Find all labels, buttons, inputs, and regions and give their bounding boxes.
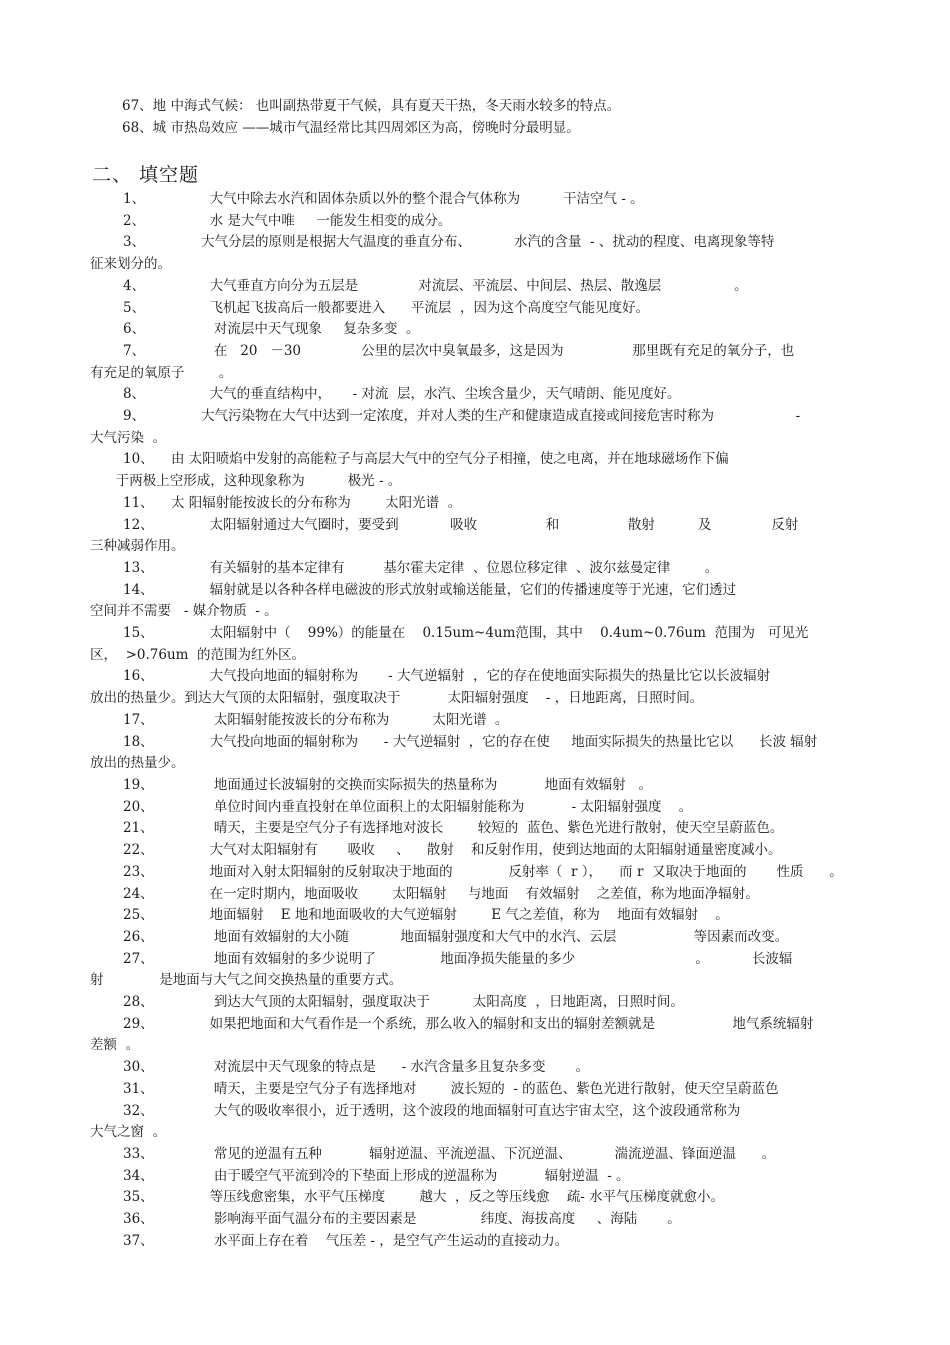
- item-number: 16、: [123, 668, 154, 685]
- item-continuation: 空间并不需要 - 媒介物质 - 。: [90, 603, 278, 620]
- intro-line-67: 67、地 中海式气候： 也叫副热带夏干气候，具有夏天干热，冬天雨水较多的特点。: [122, 98, 621, 114]
- list-item: [90, 449, 865, 492]
- item-text: 太 阳辐射能按波长的分布称为 太阳光谱 。: [171, 494, 462, 511]
- item-text: 地面有效辐射的多少说明了 地面净损失能量的多少 。 长波辐: [171, 950, 793, 967]
- item-number: 1、: [123, 191, 146, 207]
- list-item: [90, 211, 865, 233]
- intro-block: [122, 95, 620, 139]
- list-item: [90, 1209, 865, 1231]
- item-text: 太阳辐射能按波长的分布称为 太阳光谱 。: [171, 711, 509, 728]
- item-text: 在一定时期内，地面吸收 太阳辐射 与地面 有效辐射 之差值，称为地面净辐射。: [171, 885, 759, 902]
- item-text: 大气对太阳辐射有 吸收 、 散射 和反射作用，使到达地面的太阳辐射通量密度减小。: [171, 842, 782, 859]
- item-number: 28、: [123, 994, 154, 1011]
- list-item: [90, 1101, 865, 1144]
- list-item: [90, 1057, 865, 1079]
- list-item: [90, 580, 865, 623]
- item-text: 常见的逆温有五种 辐射逆温、平流逆温、下沉逆温、 湍流逆温、锋面逆温 。: [171, 1145, 776, 1162]
- item-text: 太阳辐射通过大气圈时，要受到 吸收 和 散射 及 反射: [171, 516, 799, 533]
- list-item: [90, 384, 865, 406]
- item-number: 9、: [123, 408, 146, 425]
- item-number: 20、: [123, 798, 154, 815]
- item-text: 水 是大气中唯 一能发生相变的成分。: [171, 212, 452, 229]
- item-number: 15、: [123, 625, 154, 642]
- list-item: [90, 319, 865, 341]
- list-item: [90, 862, 865, 884]
- list-item: [90, 276, 865, 298]
- list-item: [90, 623, 865, 666]
- item-continuation: 三种减弱作用。: [90, 538, 185, 555]
- item-continuation: 大气污染 。: [90, 429, 167, 446]
- item-text: 大气污染物在大气中达到一定浓度，并对人类的生产和健康造成直接或间接危害时称为 -: [171, 408, 801, 425]
- list-item: [90, 927, 865, 949]
- item-continuation: 差额 。: [90, 1037, 140, 1054]
- item-number: 5、: [123, 299, 146, 316]
- item-number: 26、: [123, 928, 154, 945]
- item-number: 21、: [123, 820, 154, 837]
- item-number: 23、: [123, 863, 154, 880]
- list-item: [90, 1144, 865, 1166]
- item-text: 到达大气顶的太阳辐射，强度取决于 太阳高度 ，日地距离，日照时间。: [171, 994, 684, 1011]
- item-text: 太阳辐射中（ 99%）的能量在 0.15um~4um范围，其中 0.4um~0.76um 范围为 可见光: [171, 625, 809, 642]
- item-number: 12、: [123, 516, 154, 533]
- item-text: 大气投向地面的辐射称为 - 大气逆辐射 ，它的存在使地面实际损失的热量比它以长波辐射: [171, 668, 771, 685]
- item-number: 33、: [123, 1145, 154, 1162]
- item-text: 大气投向地面的辐射称为 - 大气逆辐射 ，它的存在使 地面实际损失的热量比它以 长波 辐射: [171, 733, 818, 750]
- list-item: [90, 493, 865, 515]
- list-item: [90, 1014, 865, 1057]
- item-number: 22、: [123, 842, 154, 859]
- item-continuation: 射 是地面与大气之间交换热量的重要方式。: [90, 972, 403, 989]
- item-number: 34、: [123, 1167, 154, 1184]
- item-text: 由 太阳喷焰中发射的高能粒子与高层大气中的空气分子相撞，使之电离，并在地球磁场作下偏: [171, 451, 729, 468]
- item-text: 影响海平面气温分布的主要因素是 纬度、海拔高度 、海陆 。: [171, 1211, 681, 1228]
- list-item: [90, 298, 865, 320]
- item-text: 地面辐射 E 地和地面吸收的大气逆辐射 E 气之差值，称为 地面有效辐射 。: [171, 907, 729, 924]
- item-continuation: 大气之窗 。: [90, 1124, 167, 1141]
- item-number: 30、: [123, 1059, 154, 1076]
- list-item: [90, 992, 865, 1014]
- item-number: 31、: [123, 1080, 154, 1097]
- item-text: 对流层中天气现象 复杂多变 。: [171, 321, 420, 338]
- intro-line-68: 68、城 市热岛效应 ——城市气温经常比其四周郊区为高，傍晚时分最明显。: [122, 120, 580, 136]
- item-text: 单位时间内垂直投射在单位面积上的太阳辐射能称为 - 太阳辐射强度 。: [171, 798, 693, 815]
- item-number: 24、: [123, 885, 154, 902]
- item-text: 地面有效辐射的大小随 地面辐射强度和大气中的水汽、云层 等因素而改变。: [171, 928, 789, 945]
- item-number: 32、: [123, 1102, 154, 1119]
- item-number: 27、: [123, 950, 154, 967]
- list-item: [90, 818, 865, 840]
- list-item: [90, 189, 865, 211]
- item-text: 对流层中天气现象的特点是 - 水汽含量多且复杂多变 。: [171, 1059, 590, 1076]
- list-item: [90, 1231, 865, 1253]
- list-item: [90, 949, 865, 992]
- item-number: 19、: [123, 776, 154, 793]
- item-number: 13、: [123, 559, 154, 576]
- item-continuation: 于两极上空形成，这种现象称为 极光 - 。: [90, 473, 402, 490]
- item-text: 辐射就是以各种各样电磁波的形式放射或输送能量，它们的传播速度等于光速，它们透过: [171, 581, 737, 598]
- item-number: 14、: [123, 581, 154, 598]
- item-text: 地面对入射太阳辐射的反射取决于地面的 反射率（ r ）， 而 r 又取决于地面的 性质 。: [171, 863, 843, 880]
- item-text: 地面通过长波辐射的交换而实际损失的热量称为 地面有效辐射 。: [171, 776, 652, 793]
- section-title: 二、 填空题: [92, 164, 200, 186]
- list-item: [90, 406, 865, 449]
- item-text: 大气的吸收率很小，近于透明，这个波段的地面辐射可直达宇宙太空，这个波段通常称为: [171, 1102, 741, 1119]
- item-number: 35、: [123, 1189, 154, 1206]
- item-continuation: 有充足的氧原子 。: [90, 364, 233, 381]
- list-item: [90, 905, 865, 927]
- item-continuation: 征来划分的。: [90, 256, 171, 273]
- item-number: 3、: [123, 234, 146, 251]
- item-number: 4、: [123, 277, 146, 294]
- list-item: [90, 1166, 865, 1188]
- item-text: 由于暖空气平流到冷的下垫面上形成的逆温称为 辐射逆温 - 。: [171, 1167, 630, 1184]
- item-number: 11、: [123, 494, 154, 511]
- item-continuation: 区， >0.76um 的范围为红外区。: [90, 646, 306, 663]
- item-text: 在 20 －30 公里的层次中臭氧最多，这是因为 那里既有充足的氧分子，也: [171, 342, 795, 359]
- list-item: [90, 775, 865, 797]
- item-text: 等压线愈密集，水平气压梯度 越大 ，反之等压线愈 疏- 水平气压梯度就愈小。: [171, 1189, 725, 1206]
- item-text: 大气垂直方向分为五层是 对流层、平流层、中间层、热层、散逸层 。: [171, 277, 748, 294]
- item-text: 有关辐射的基本定律有 基尔霍夫定律 、位恩位移定律 、波尔兹曼定律 。: [171, 559, 719, 576]
- fill-in-list: [90, 189, 865, 1252]
- list-item: [90, 341, 865, 384]
- list-item: [90, 732, 865, 775]
- item-number: 10、: [123, 451, 154, 468]
- item-continuation: 放出的热量少。: [90, 755, 185, 772]
- list-item: [90, 840, 865, 862]
- list-item: [90, 1079, 865, 1101]
- item-text: 晴天，主要是空气分子有选择地对波长 较短的 蓝色、紫色光进行散射，使天空呈蔚蓝色。: [171, 820, 784, 837]
- item-number: 8、: [123, 386, 146, 403]
- list-item: [90, 232, 865, 275]
- item-text: 飞机起飞拔高后一般都要进入 平流层 ，因为这个高度空气能见度好。: [171, 299, 649, 316]
- list-item: [90, 515, 865, 558]
- item-text: 大气分层的原则是根据大气温度的垂直分布、 水汽的含量 - 、扰动的程度、电离现象等特: [171, 234, 775, 251]
- list-item: [90, 797, 865, 819]
- list-item: [90, 666, 865, 709]
- item-number: 18、: [123, 733, 154, 750]
- item-number: 2、: [123, 212, 146, 229]
- list-item: [90, 558, 865, 580]
- item-number: 37、: [123, 1232, 154, 1249]
- item-text: 大气中除去水汽和固体杂质以外的整个混合气体称为 干洁空气 - 。: [171, 191, 644, 207]
- item-text: 水平面上存在着 气压差 - ，是空气产生运动的直接动力。: [171, 1232, 569, 1249]
- item-number: 7、: [123, 342, 146, 359]
- item-number: 17、: [123, 711, 154, 728]
- list-item: [90, 884, 865, 906]
- item-text: 大气的垂直结构中， - 对流 层，水汽、尘埃含量少，天气晴朗、能见度好。: [171, 386, 681, 403]
- item-number: 36、: [123, 1211, 154, 1228]
- item-number: 25、: [123, 907, 154, 924]
- list-item: [90, 710, 865, 732]
- item-number: 29、: [123, 1015, 154, 1032]
- list-item: [90, 1187, 865, 1209]
- item-number: 6、: [123, 321, 146, 338]
- item-text: 如果把地面和大气看作是一个系统，那么收入的辐射和支出的辐射差额就是 地气系统辐射: [171, 1015, 814, 1032]
- item-continuation: 放出的热量少。到达大气顶的太阳辐射，强度取决于 太阳辐射强度 - ，日地距离，日照时间。: [90, 690, 704, 707]
- item-text: 晴天，主要是空气分子有选择地对 波长短的 - 的蓝色、紫色光进行散射，使天空呈蔚蓝色: [171, 1080, 779, 1097]
